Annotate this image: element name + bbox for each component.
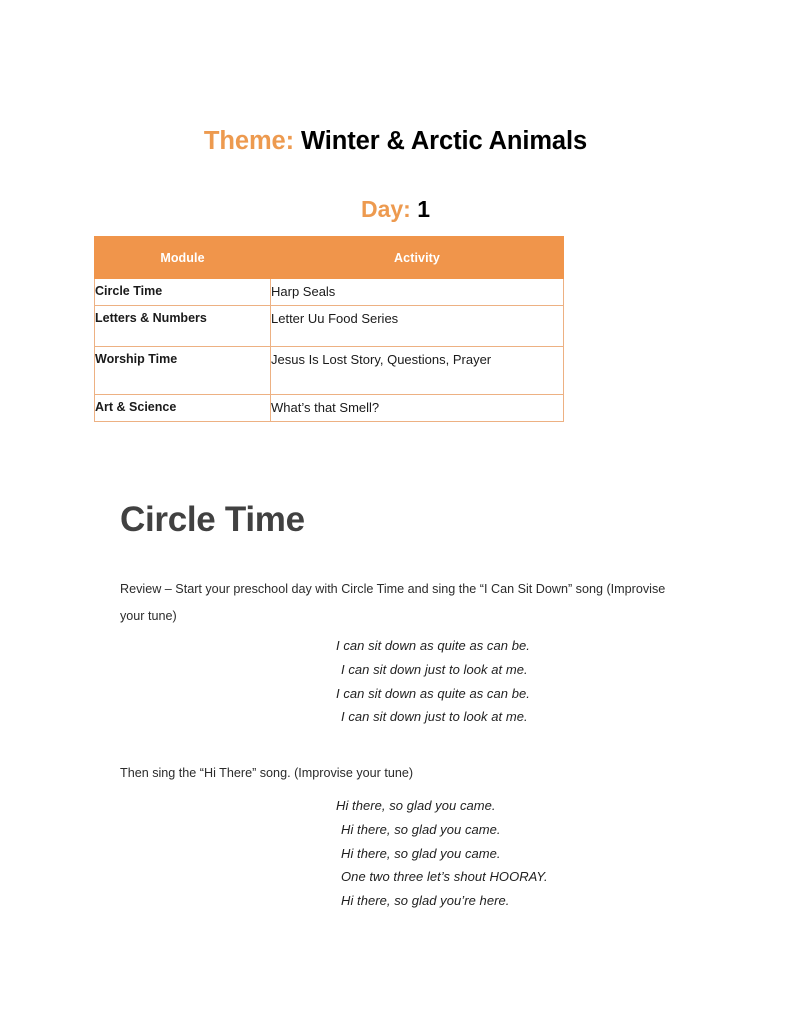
cell-activity: What’s that Smell? xyxy=(271,395,564,422)
hi-there-song-lyrics xyxy=(120,794,680,913)
cell-module: Worship Time xyxy=(95,347,271,395)
then-sing-paragraph: Then sing the “Hi There” song. (Improvise your tune) xyxy=(120,766,414,780)
cell-module: Letters & Numbers xyxy=(95,306,271,347)
song-line: I can sit down just to look at me. xyxy=(341,709,528,725)
table-row xyxy=(95,306,564,347)
cell-activity: Harp Seals xyxy=(271,279,564,306)
song-line: Hi there, so glad you came. xyxy=(341,845,501,861)
section-heading-circle-time: Circle Time xyxy=(120,500,305,539)
table-row xyxy=(95,347,564,395)
sit-down-song-lyrics xyxy=(120,634,680,729)
day-label: Day: xyxy=(360,196,411,222)
song-line: Hi there, so glad you’re here. xyxy=(341,893,510,909)
cell-activity: Jesus Is Lost Story, Questions, Prayer xyxy=(271,347,564,395)
table-row xyxy=(95,395,564,422)
theme-value: Winter & Arctic Animals xyxy=(301,127,588,155)
song-line: I can sit down as quite as can be. xyxy=(336,638,530,653)
review-paragraph: Review – Start your preschool day with Circle Time and sing the “I Can Sit Down” song (Improvise your tune) xyxy=(120,582,666,623)
song-line: I can sit down as quite as can be. xyxy=(336,685,530,701)
schedule-table-head xyxy=(95,237,564,279)
column-header-module: Module xyxy=(95,237,271,279)
song-line: I can sit down just to look at me. xyxy=(341,661,528,677)
theme-label: Theme: xyxy=(203,127,295,155)
schedule-table-body xyxy=(95,279,564,422)
day-value: 1 xyxy=(417,196,431,222)
table-row xyxy=(95,279,564,306)
table-header-row xyxy=(95,237,564,279)
song-line: One two three let’s shout HOORAY. xyxy=(341,869,548,885)
cell-module: Circle Time xyxy=(95,279,271,306)
schedule-table xyxy=(94,236,564,422)
song-line: Hi there, so glad you came. xyxy=(341,821,501,837)
cell-activity: Letter Uu Food Series xyxy=(271,306,564,347)
column-header-activity: Activity xyxy=(271,237,564,279)
cell-module: Art & Science xyxy=(95,395,271,422)
theme-title xyxy=(0,126,791,157)
song-line: Hi there, so glad you came. xyxy=(336,798,496,813)
day-title xyxy=(0,196,791,224)
